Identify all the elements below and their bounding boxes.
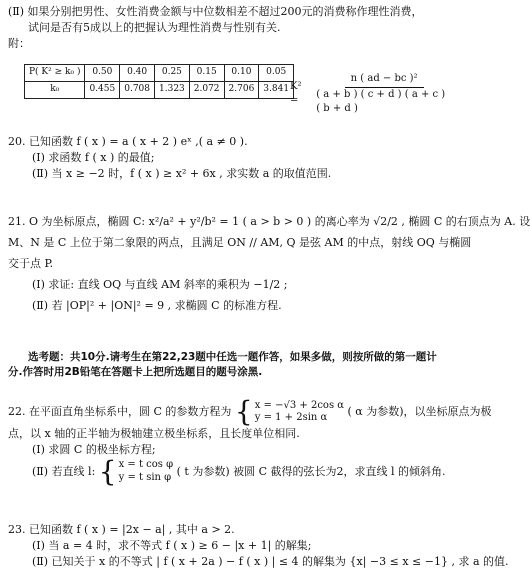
q20-stem: 20. 已知函数 f ( x ) = a ( x + 2 ) eˣ ,( a ≠ 0 ). [8, 135, 248, 148]
brace-icon: { [234, 395, 253, 428]
table-row-label: P( K² ≥ k₀ ) [25, 65, 85, 82]
elective-line1: 选考题：共10分.请考生在第22,23题中任选一题作答，如果多做，则按所做的第一题计 [28, 351, 437, 363]
question-23 [8, 522, 509, 570]
q22-line2: 点，以 x 轴的正半轴为极轴建立极坐标系，且长度单位相同. [8, 427, 300, 440]
table-cell: 0.05 [259, 65, 294, 82]
table-cell: 0.455 [85, 82, 120, 99]
q19-part2-line1: (Ⅱ) 如果分别把男性、女性消费金额与中位数相差不超过200元的消费称作理性消费， [8, 5, 423, 18]
q21-line3: 交于点 P. [8, 256, 54, 270]
q22-sys1-row2: y = 1 + 2sin α [254, 412, 328, 423]
q20-part2: (Ⅱ) 当 x ≥ −2 时，f ( x ) ≥ x² + 6x , 求实数 a 的取值范围. [32, 166, 332, 180]
question-22 [8, 395, 492, 488]
q23-part2: (Ⅱ) 已知关于 x 的不等式 | f ( x + 2a ) − f ( x ) | ≤ 4 的解集为 {x| −3 ≤ x ≤ −1} , 求 a 的值. [32, 554, 509, 568]
critical-value-table [24, 64, 294, 99]
table-cell: 0.708 [120, 82, 155, 99]
formula-lhs: K² = [290, 80, 302, 107]
table-cell: 0.50 [85, 65, 120, 82]
elective-line2: 分.作答时用2B铅笔在答题卡上把所选题目的题号涂黑. [8, 366, 263, 379]
table-cell: 3.841 [259, 82, 294, 99]
q20-part1: (Ⅰ) 求函数 f ( x ) 的最值; [32, 150, 155, 164]
brace-icon: { [98, 454, 117, 488]
table-row [25, 65, 294, 82]
q22-part2 [8, 454, 450, 488]
question-21 [8, 212, 530, 316]
q21-line1: 21. O 为坐标原点，椭圆 C: x²/a² + y²/b² = 1 ( a > b > 0 ) 的离心率为 √2/2 , 椭圆 C 的右顶点为 A. 设 [8, 215, 530, 228]
q22-param-system-circle [234, 395, 345, 428]
q22-sys2-row2: y = t sin φ [118, 471, 172, 483]
table-cell: 0.25 [155, 65, 190, 82]
q22-line1 [8, 395, 492, 428]
q21-line2: M、N 是 C 上位于第二象限的两点，且满足 ON // AM, Q 是弦 AM 的中点，射线 OQ 与椭圆 [8, 235, 472, 249]
attach-label: 附： [8, 36, 30, 50]
elective-instructions [8, 350, 450, 380]
formula-fraction [312, 72, 456, 117]
q22-p2-b: ( t 为参数) 被圆 C 截得的弦长为2，求直线 l 的倾斜角. [176, 464, 446, 478]
table-row-label: k₀ [25, 82, 85, 99]
q22-part1: (Ⅰ) 求圆 C 的极坐标方程; [32, 442, 156, 456]
q21-part1: (Ⅰ) 求证: 直线 OQ 与直线 AM 斜率的乘积为 −1/2 ; [32, 277, 288, 291]
critical-value-table-wrap [24, 64, 294, 99]
q19-part2 [8, 4, 450, 52]
table-cell: 0.40 [120, 65, 155, 82]
table-row [25, 82, 294, 99]
chi-square-formula [290, 72, 456, 117]
q23-stem: 23. 已知函数 f ( x ) = |2x − a| , 其中 a > 2. [8, 523, 235, 536]
formula-denominator: ( a + b ) ( c + d ) ( a + c ) ( b + d ) [316, 88, 446, 114]
q22-sys1-row1: x = −√3 + 2cos α [254, 399, 345, 411]
q23-part1: (Ⅰ) 当 a = 4 时，求不等式 f ( x ) ≥ 6 − |x + 1| 的解集; [32, 538, 312, 552]
q22-p2-a: (Ⅱ) 若直线 l: [32, 464, 96, 478]
question-20 [8, 134, 450, 182]
q22-param-system-line [98, 454, 174, 488]
table-cell: 2.706 [224, 82, 259, 99]
q21-part2: (Ⅱ) 若 |OP|² + |ON|² = 9 , 求椭圆 C 的标准方程. [32, 298, 282, 312]
table-cell: 2.072 [189, 82, 224, 99]
table-cell: 0.15 [189, 65, 224, 82]
formula-numerator: n ( ad − bc )² [345, 72, 424, 88]
table-cell: 1.323 [155, 82, 190, 99]
table-cell: 0.10 [224, 65, 259, 82]
q22-sys2-row1: x = t cos φ [118, 459, 174, 471]
q22-stem-b: ( α 为参数)，以坐标原点为极 [347, 405, 492, 418]
q22-stem-a: 22. 在平面直角坐标系中，圆 C 的参数方程为 [8, 405, 232, 418]
q19-part2-line2: 试问是否有5成以上的把握认为理性消费与性别有关. [28, 20, 281, 34]
